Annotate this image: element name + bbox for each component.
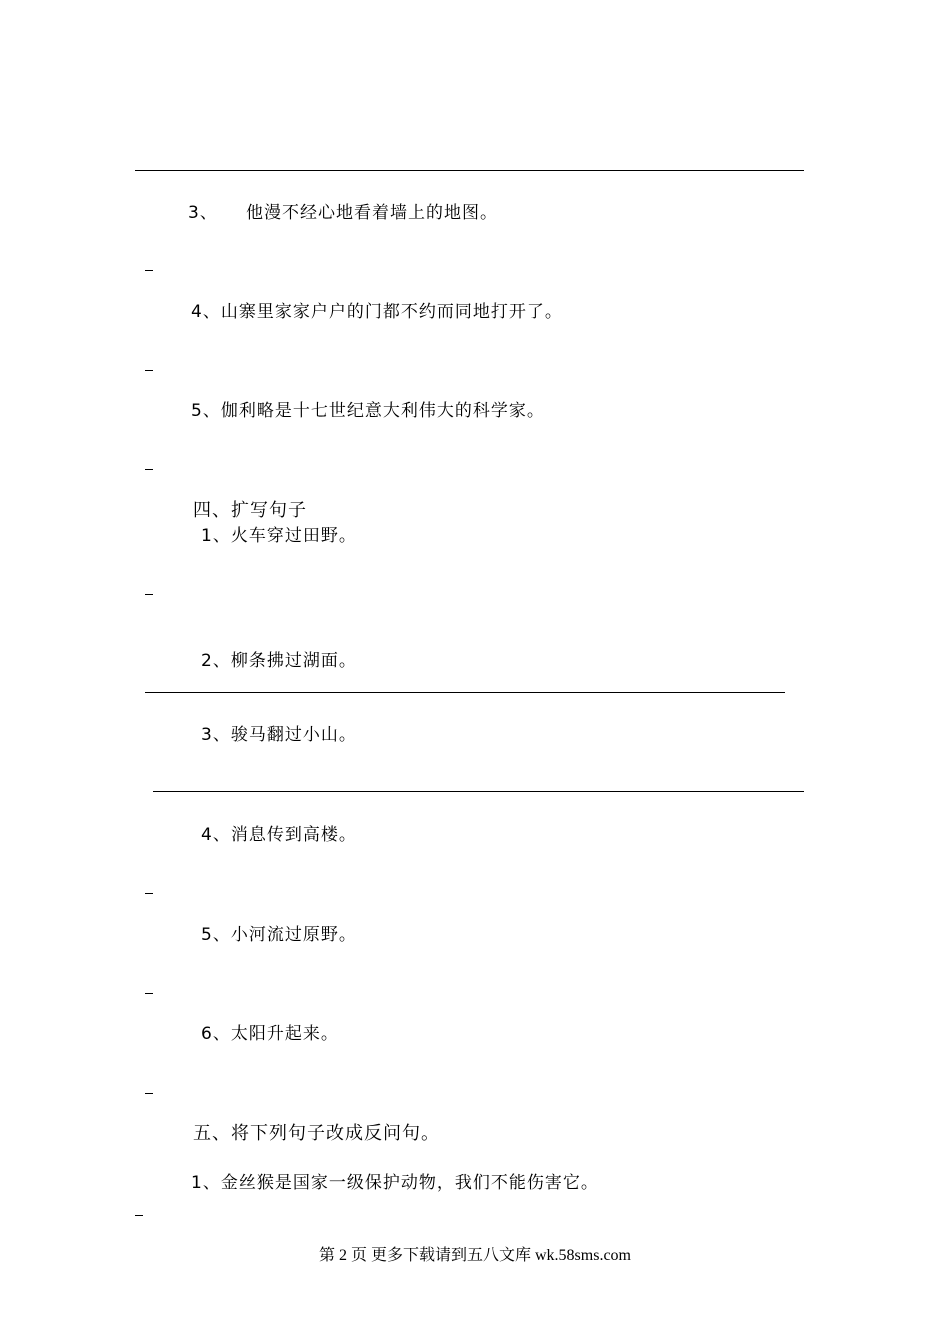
question-item	[191, 1173, 599, 1193]
item-text: 火车穿过田野。	[230, 526, 357, 546]
page-footer: 第 2 页 更多下载请到五八文库 wk.58sms.com	[318, 1247, 631, 1264]
item-number: 4、	[191, 302, 221, 322]
item-number: 3、	[188, 203, 218, 223]
answer-line	[145, 692, 785, 693]
answer-dash	[135, 1215, 143, 1216]
item-number: 1、	[201, 526, 231, 546]
item-text: 骏马翻过小山。	[230, 725, 357, 745]
answer-dash	[145, 370, 153, 371]
item-number: 5、	[191, 401, 221, 421]
question-item	[201, 526, 357, 546]
item-number: 1、	[191, 1173, 221, 1193]
section-heading: 四、扩写句子	[193, 500, 307, 521]
question-item	[201, 651, 357, 671]
question-item	[191, 401, 545, 421]
question-item	[201, 825, 357, 845]
answer-dash	[145, 893, 153, 894]
item-text: 消息传到高楼。	[230, 825, 357, 845]
item-number: 5、	[201, 925, 231, 945]
answer-dash	[145, 594, 153, 595]
item-text: 山寨里家家户户的门都不约而同地打开了。	[220, 302, 563, 322]
item-number: 3、	[201, 725, 231, 745]
question-item	[201, 925, 357, 945]
item-text: 伽利略是十七世纪意大利伟大的科学家。	[220, 401, 545, 421]
item-text: 金丝猴是国家一级保护动物，我们不能伤害它。	[220, 1173, 599, 1193]
item-number: 2、	[201, 651, 231, 671]
item-text: 小河流过原野。	[230, 925, 357, 945]
question-item	[191, 302, 563, 322]
answer-line	[153, 791, 804, 792]
item-number: 6、	[201, 1024, 231, 1044]
question-item	[201, 725, 357, 745]
item-text: 他漫不经心地看着墙上的地图。	[246, 203, 498, 223]
answer-dash	[145, 270, 153, 271]
answer-dash	[145, 993, 153, 994]
question-item	[201, 1024, 339, 1044]
answer-dash	[145, 1093, 153, 1094]
question-item	[188, 203, 498, 223]
item-number: 4、	[201, 825, 231, 845]
section-heading: 五、将下列句子改成反问句。	[193, 1123, 440, 1144]
item-text: 柳条拂过湖面。	[230, 651, 357, 671]
answer-dash	[145, 469, 153, 470]
item-text: 太阳升起来。	[230, 1024, 339, 1044]
answer-line	[135, 170, 804, 171]
